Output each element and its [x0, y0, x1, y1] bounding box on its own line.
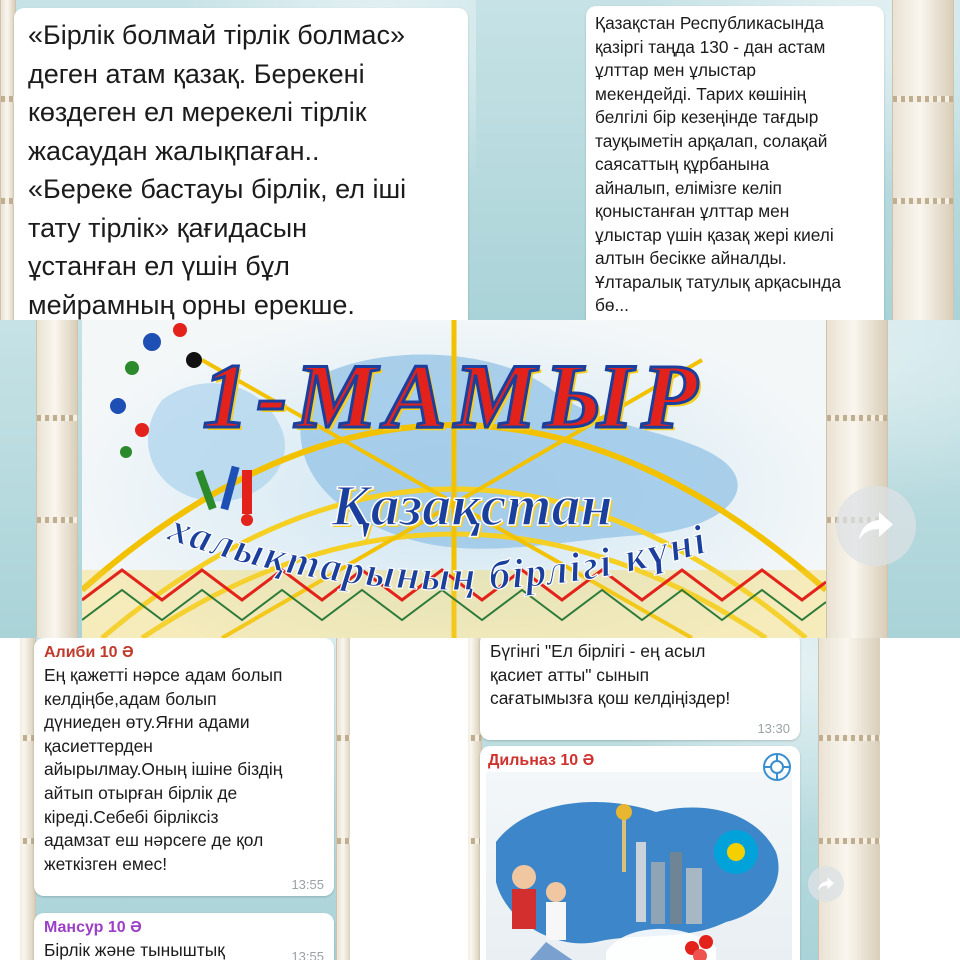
baiterek-tower [622, 812, 626, 872]
minaret-decoration [336, 638, 350, 960]
message-time: 13:30 [757, 721, 790, 736]
kazakhstan-poster-image[interactable] [486, 772, 792, 960]
banner-title: 1-МАМЫР [202, 345, 706, 447]
banner-arc-text-layer [82, 320, 826, 638]
message-bubble[interactable] [34, 913, 334, 960]
poster-graphic [486, 772, 792, 960]
chat-screenshot-2 [476, 0, 960, 320]
image-message-bubble[interactable] [480, 746, 800, 960]
message-text: Ең қажетті нәрсе адам болып келдіңбе,адам болып дүниеден өту.Яғни адами қасиеттерден айырылмау.Оның ішіне біздің айтып отырған бірлік де кіреді.Себебі бірліксіз адамзат еш нәрсеге де қол жеткізген емес! [44, 665, 283, 874]
message-bubble[interactable] [480, 638, 800, 740]
forward-button[interactable] [836, 486, 916, 566]
banner-arc-text: халықтарының бірлігі күні [162, 504, 714, 601]
message-time: 13:55 [291, 877, 324, 892]
message-bubble[interactable] [34, 638, 334, 896]
chat-screenshot-1 [0, 0, 476, 320]
message-text: Бүгінгі "Ел бірлігі - ең асыл қасиет атты" сынып сағатымызға қош келдіңіздер! [490, 641, 731, 709]
minaret-decoration [892, 0, 954, 320]
chat-screenshot-4 [468, 638, 880, 960]
share-arrow-icon [857, 509, 895, 543]
message-bubble[interactable] [14, 8, 468, 320]
message-bubble[interactable] [586, 6, 884, 320]
forward-button[interactable] [808, 866, 844, 902]
sender-name[interactable]: Мансур 10 Ә [44, 919, 142, 936]
message-text: «Бірлік болмай тірлік болмас» деген атам қазақ. Берекені көздеген ел мерекелі тірлік жасаудан жалықпаған.. «Береке бастауы бірлік, ел іші тату тірлік» қағидасын ұстанған ел үшін бұл мейрамның орны ерекше. [28, 20, 407, 320]
holiday-banner-screenshot [0, 320, 960, 638]
minaret-decoration [826, 320, 888, 638]
message-text: Бірлік және тыныштық [44, 940, 225, 960]
minaret-decoration [818, 638, 880, 960]
emblem-logo-icon [762, 752, 792, 782]
message-time: 13:55 [291, 949, 324, 960]
banner-image[interactable] [82, 320, 826, 638]
chat-screenshot-3 [20, 638, 350, 960]
minaret-decoration [36, 320, 78, 638]
share-arrow-icon [817, 876, 835, 892]
message-text: Қазақстан Республикасында қазіргі таңда 130 - дан астам ұлттар мен ұлыстар мекендейді. Тарих көшінің белгілі бір кезеңінде тағдыр тауқыметін арқалап, солақай саясаттың құрбанына айналып, елімізге келіп қоныстанған ұлттар мен ұлыстар үшін қазақ жері киелі алтын бесікке айналды. Ұлтаралық татулық арқасында бө... [595, 13, 841, 315]
sender-name[interactable]: Алиби 10 Ә [44, 644, 134, 661]
banner-subtitle: Қазақстан [331, 473, 613, 538]
sender-name[interactable]: Дильназ 10 Ә [488, 752, 595, 769]
